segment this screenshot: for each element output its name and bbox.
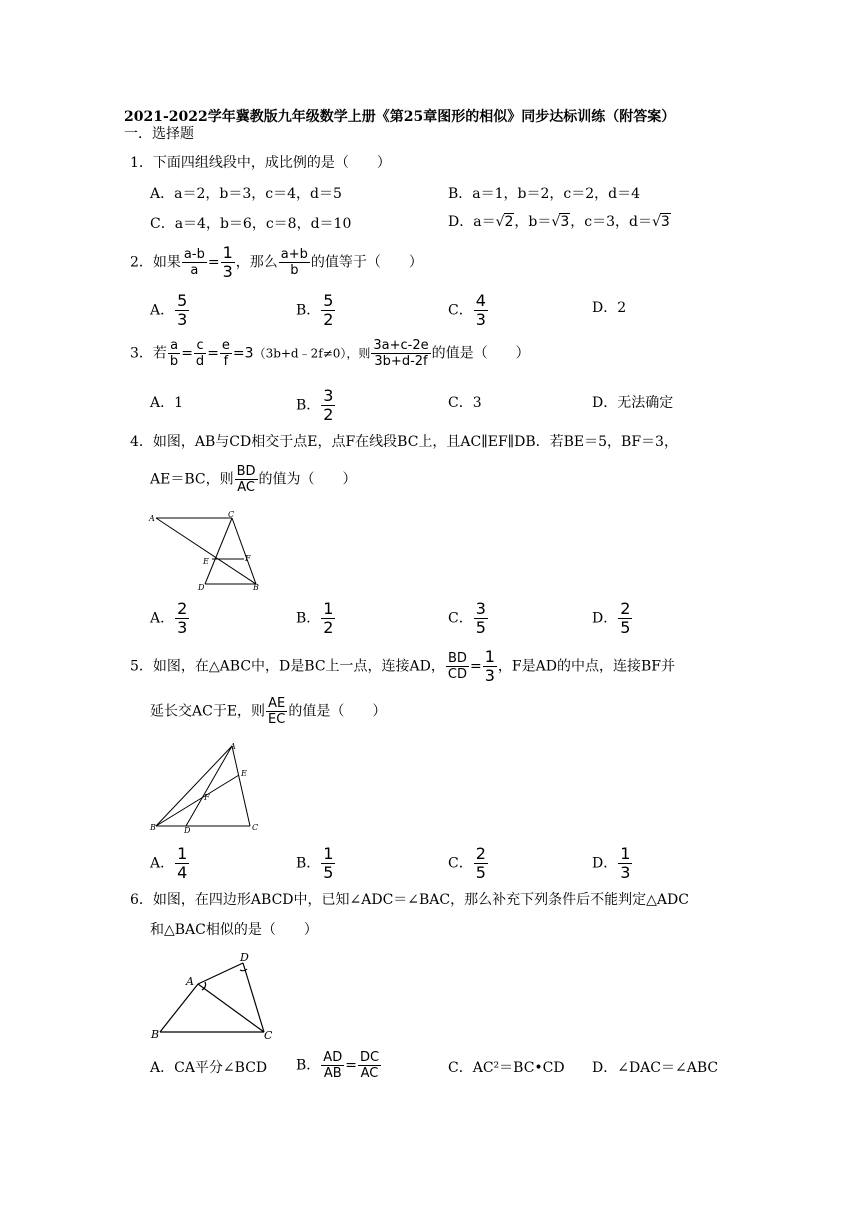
q1-stem: 1．下面四组线段中，成比例的是（ ）: [130, 155, 391, 171]
label-f: F: [204, 793, 210, 802]
q2-option-a[interactable]: A． $\frac{5}{3}$: [150, 291, 188, 329]
label-b: B: [151, 1028, 160, 1041]
label-a: A: [149, 514, 155, 523]
label-f: F: [245, 554, 251, 563]
label-b: B: [150, 823, 156, 832]
sqrt-2: √2: [495, 214, 514, 230]
q6-option-c[interactable]: C．AC²＝BC•CD: [448, 1060, 565, 1076]
page-title: 2021-2022学年冀教版九年级数学上册《第25章图形的相似》同步达标训练（附答案）: [124, 109, 676, 125]
q6-figure: [144, 948, 284, 1046]
q4-figure: [146, 508, 266, 594]
label-c: C: [264, 1029, 273, 1042]
q5-stem-line2: 延长交AC于E，则 $\frac{AE}{EC}$ 的值是（ ）: [150, 696, 387, 727]
q6-stem-line1: 6．如图，在四边形ABCD中，已知∠ADC＝∠BAC，那么补充下列条件后不能判定△ADC: [130, 892, 689, 908]
q6-option-d[interactable]: D．∠DAC＝∠ABC: [592, 1060, 719, 1076]
q5-option-c[interactable]: C． $\frac{2}{5}$: [448, 844, 486, 882]
section-heading: 一．选择题: [124, 126, 194, 142]
q5-figure: [146, 738, 266, 834]
q1-option-b[interactable]: B．a＝1，b＝2，c＝2，d＝4: [448, 186, 641, 202]
q2-option-d[interactable]: D．2: [592, 300, 627, 316]
label-a: A: [186, 975, 194, 988]
label-e: E: [203, 557, 209, 566]
q4-stem-line2: AE＝BC，则 $\frac{BD}{AC}$ 的值为（ ）: [150, 464, 357, 495]
q5-stem-line1: 5．如图，在△ABC中，D是BC上一点，连接AD， $\frac{BD}{CD}$ = $\frac{1}{3}$ ，F是AD的中点，连接BF并: [130, 647, 675, 685]
q5-option-d[interactable]: D． $\frac{1}{3}$: [592, 844, 631, 882]
sqrt-3: √3: [651, 214, 670, 230]
q1-option-a[interactable]: A．a＝2，b＝3，c＝4，d＝5: [150, 186, 342, 202]
q5-option-b[interactable]: B． $\frac{1}{5}$: [296, 844, 334, 882]
q3-option-d[interactable]: D．无法确定: [592, 395, 674, 411]
q2-option-c[interactable]: C． $\frac{4}{3}$: [448, 291, 486, 329]
label-c: C: [252, 823, 259, 832]
sqrt-3: √3: [551, 214, 570, 230]
q2-option-b[interactable]: B． $\frac{5}{2}$: [296, 291, 334, 329]
q2-stem: 2．如果 $\frac{a-b}{a}$ = $\frac{1}{3}$ ，那么 $\frac{a+b}{b}$ 的值等于（ ）: [130, 243, 423, 281]
fraction: $\frac{a+b}{b}$: [280, 247, 308, 278]
q4-option-b[interactable]: B． $\frac{1}{2}$: [296, 599, 334, 637]
fraction: $\frac{1}{3}$: [222, 243, 233, 281]
label-b: B: [253, 583, 259, 592]
q5-option-a[interactable]: A． $\frac{1}{4}$: [150, 844, 188, 882]
label-c: C: [228, 510, 235, 519]
q4-stem-line1: 4．如图，AB与CD相交于点E，点F在线段BC上，且AC∥EF∥DB．若BE＝5，BF＝3，: [130, 434, 678, 450]
label-e: E: [241, 769, 247, 778]
label-a: A: [230, 742, 236, 751]
q6-option-b[interactable]: B． $\frac{AD}{AB}$ = $\frac{DC}{AC}$: [296, 1050, 380, 1081]
q3-stem: 3．若 $\frac{a}{b}$ = $\frac{c}{d}$ = $\frac{e}{f}$ =3（3b+d﹣2f≠0），则 $\frac{3a+c-2e}{3b+d-2f}$ 的值是（ ）: [130, 338, 530, 369]
q4-option-c[interactable]: C． $\frac{3}{5}$: [448, 599, 486, 637]
q1-option-d[interactable]: D．a＝√2，b＝√3，c＝3，d＝√3: [448, 214, 670, 230]
q1-option-c[interactable]: C．a＝4，b＝6，c＝8，d＝10: [150, 216, 352, 232]
fraction: $\frac{a-b}{a}$: [183, 247, 205, 278]
label-d: D: [198, 583, 205, 592]
q6-stem-line2: 和△BAC相似的是（ ）: [150, 922, 318, 938]
label-d: D: [240, 951, 249, 964]
q4-option-d[interactable]: D． $\frac{2}{5}$: [592, 599, 631, 637]
label-d: D: [184, 826, 191, 834]
q6-option-a[interactable]: A．CA平分∠BCD: [150, 1060, 268, 1076]
q3-option-a[interactable]: A．1: [150, 395, 184, 411]
q4-option-a[interactable]: A． $\frac{2}{3}$: [150, 599, 188, 637]
q3-option-b[interactable]: B． $\frac{3}{2}$: [296, 386, 334, 424]
q3-option-c[interactable]: C．3: [448, 395, 482, 411]
